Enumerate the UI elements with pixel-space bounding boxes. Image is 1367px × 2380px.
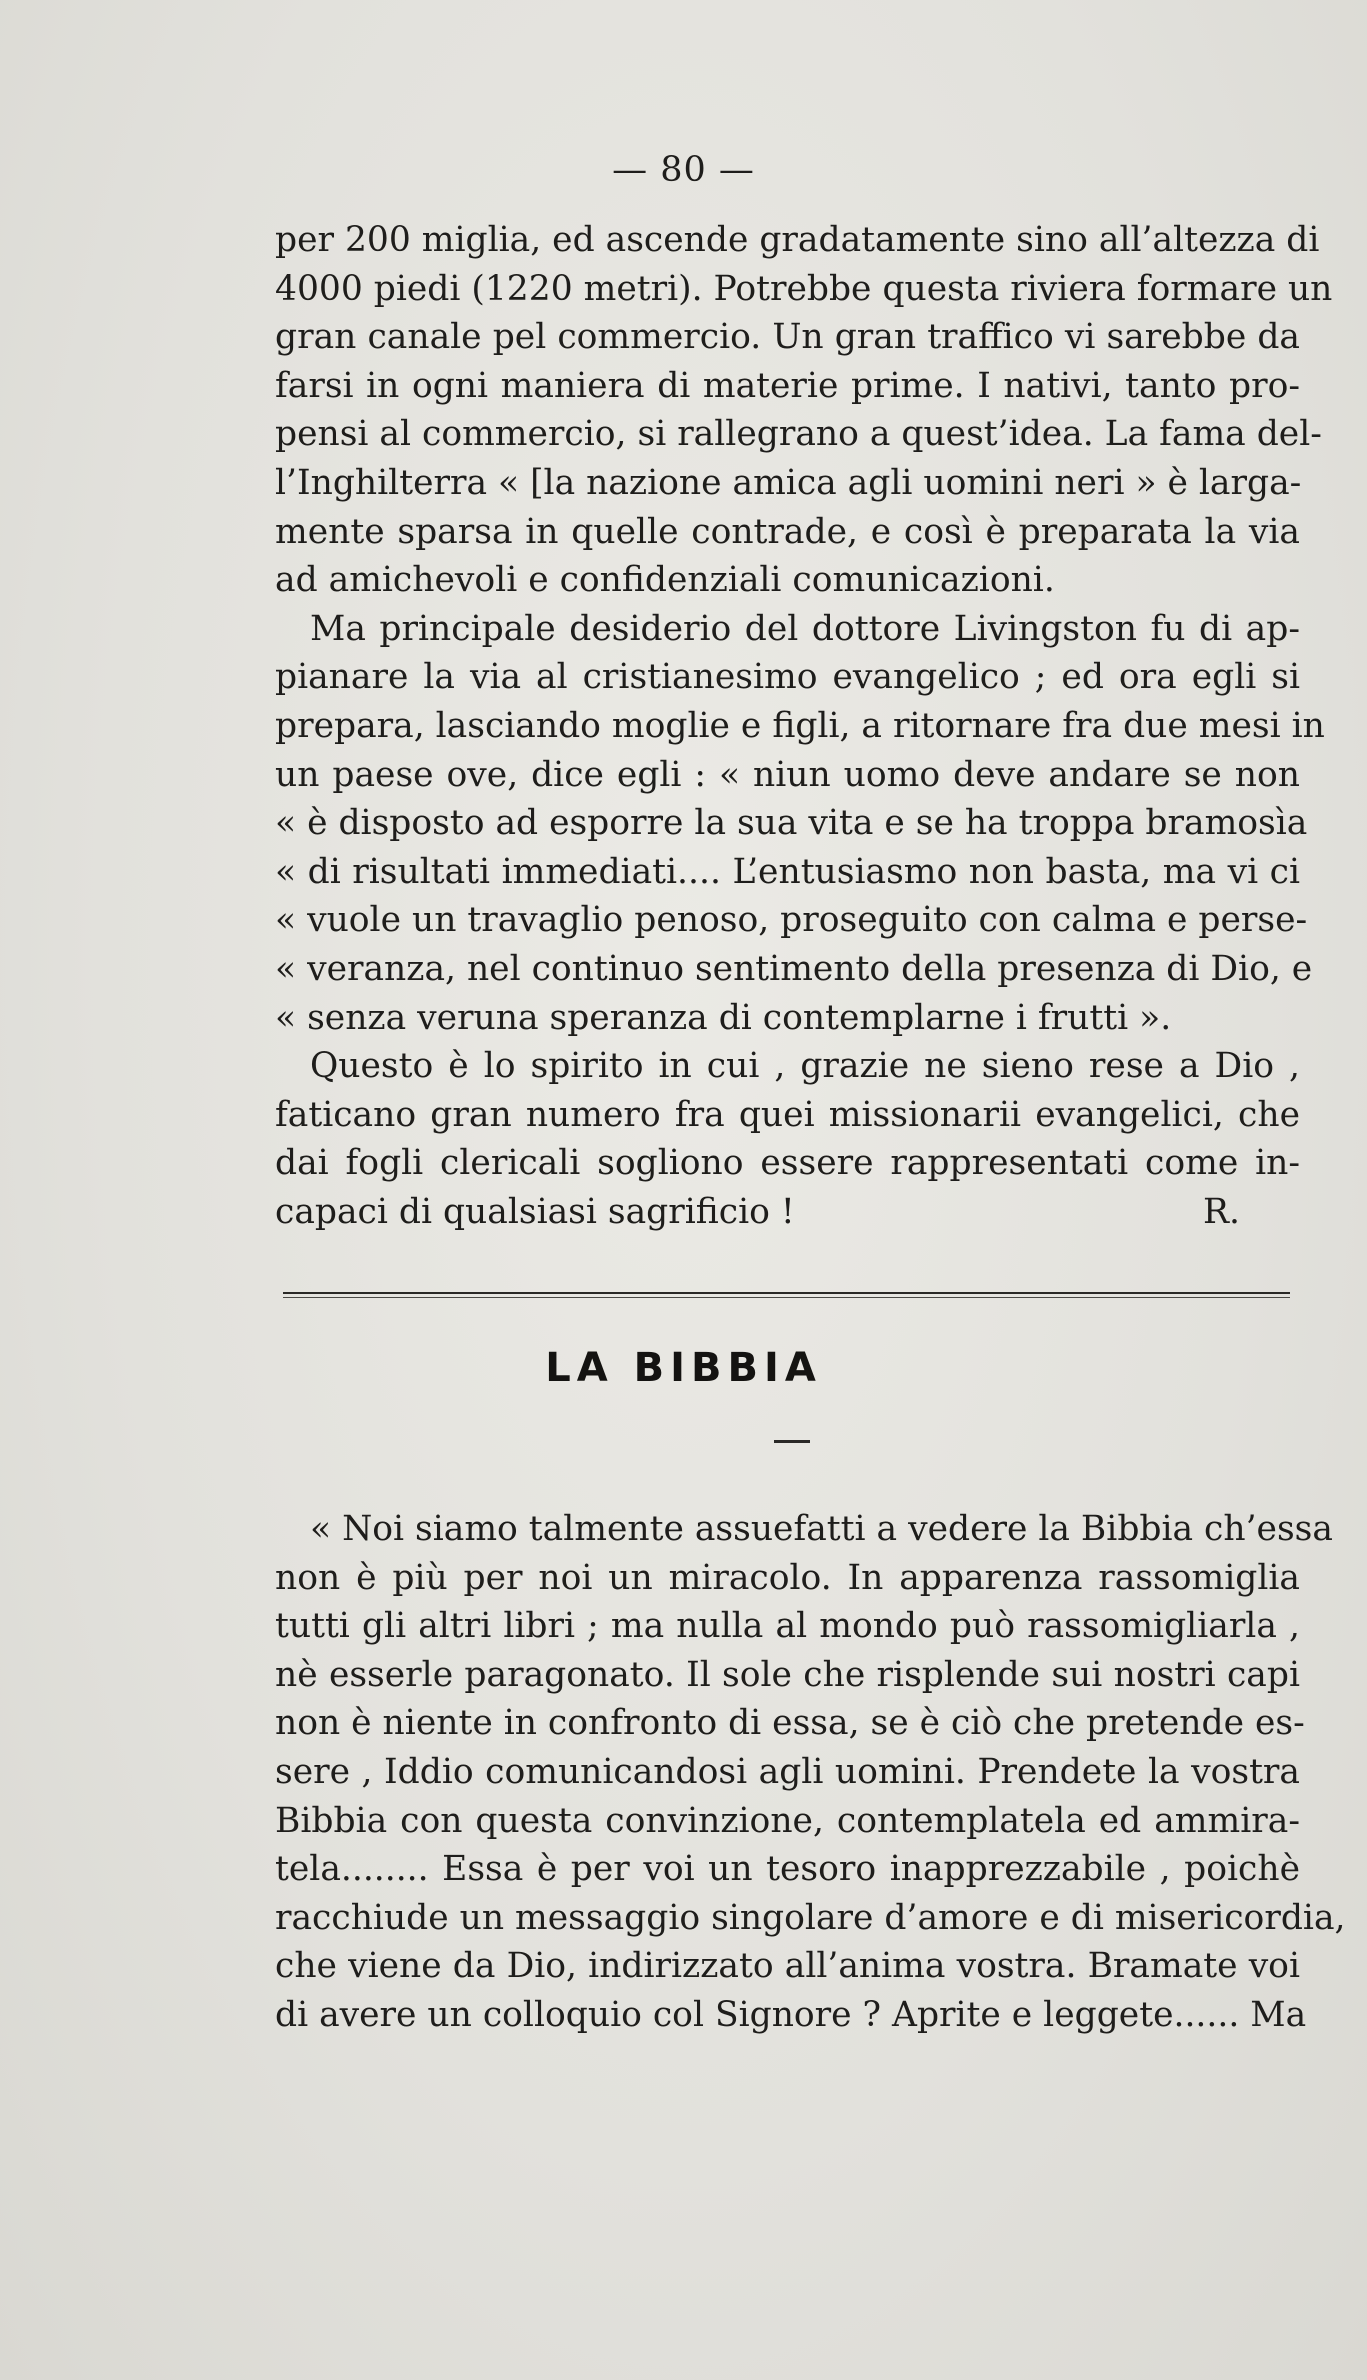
text-line: di avere un colloquio col Signore ? Aprite e leggete...... Ma	[275, 1994, 1307, 2035]
text-line: nè esserle paragonato. Il sole che risplende sui nostri capi	[275, 1654, 1300, 1695]
text-line: farsi in ogni maniera di materie prime. I nativi, tanto pro-	[275, 365, 1300, 406]
text-line: « Noi siamo talmente assuefatti a vedere la Bibbia ch’essa	[310, 1509, 1333, 1549]
text-line: « vuole un travaglio penoso, proseguito con calma e perse-	[275, 900, 1308, 941]
text-line: pensi al commercio, si rallegrano a quest’idea. La fama del-	[275, 414, 1322, 455]
text-line: capaci di qualsiasi sagrificio !	[275, 1191, 795, 1232]
article-livingston	[275, 216, 1333, 1236]
text-line: non è niente in confronto di essa, se è ciò che pretende es-	[275, 1703, 1305, 1744]
text-line: l’Inghilterra « [la nazione amica agli uomini neri » è larga-	[275, 462, 1302, 503]
text-line: mente sparsa in quelle contrade, e così è preparata la via	[275, 511, 1300, 552]
text-line: 4000 piedi (1220 metri). Potrebbe questa riviera formare un	[275, 268, 1333, 309]
article-la-bibbia	[275, 1505, 1346, 2040]
text-line: tela........ Essa è per voi un tesoro inapprezzabile , poichè	[275, 1849, 1300, 1890]
closing-line	[275, 1188, 1300, 1237]
title-rule	[774, 1440, 810, 1443]
text-line: sere , Iddio comunicandosi agli uomini. Prendete la vostra	[275, 1751, 1300, 1792]
text-line: Questo è lo spirito in cui , grazie ne sieno rese a Dio ,	[310, 1046, 1300, 1087]
text-line: racchiude un messaggio singolare d’amore e di misericordia,	[275, 1897, 1346, 1938]
page-number: — 80 —	[612, 150, 755, 190]
text-line: gran canale pel commercio. Un gran traffico vi sarebbe da	[275, 317, 1300, 358]
text-line: non è più per noi un miracolo. In apparenza rassomiglia	[275, 1557, 1300, 1598]
text-line: faticano gran numero fra quei missionarii evangelici, che	[275, 1094, 1300, 1135]
text-line: « veranza, nel continuo sentimento della presenza di Dio, e	[275, 948, 1313, 989]
author-signature: R.	[1203, 1191, 1240, 1232]
text-line: ad amichevoli e confidenziali comunicazioni.	[275, 560, 1055, 601]
text-line: « è disposto ad esporre la sua vita e se ha troppa bramosìa	[275, 803, 1308, 844]
text-line: « senza veruna speranza di contemplarne i frutti ».	[275, 997, 1172, 1038]
text-line: per 200 miglia, ed ascende gradatamente sino all’altezza di	[275, 220, 1320, 260]
text-line: pianare la via al cristianesimo evangelico ; ed ora egli si	[275, 657, 1300, 698]
text-line: un paese ove, dice egli : « niun uomo deve andare se non	[275, 754, 1300, 795]
text-line: « di risultati immediati.... L’entusiasmo non basta, ma vi ci	[275, 851, 1300, 892]
section-title: LA BIBBIA	[545, 1345, 822, 1391]
text-line: dai fogli clericali sogliono essere rappresentati come in-	[275, 1143, 1300, 1184]
text-line: prepara, lasciando moglie e figli, a ritornare fra due mesi in	[275, 705, 1325, 746]
section-divider	[283, 1292, 1290, 1294]
text-line: che viene da Dio, indirizzato all’anima vostra. Bramate voi	[275, 1946, 1300, 1987]
text-line: tutti gli altri libri ; ma nulla al mondo può rassomigliarla ,	[275, 1606, 1300, 1647]
text-line: Ma principale desiderio del dottore Livingston fu di ap-	[310, 608, 1300, 649]
text-line: Bibbia con questa convinzione, contemplatela ed ammira-	[275, 1800, 1300, 1841]
